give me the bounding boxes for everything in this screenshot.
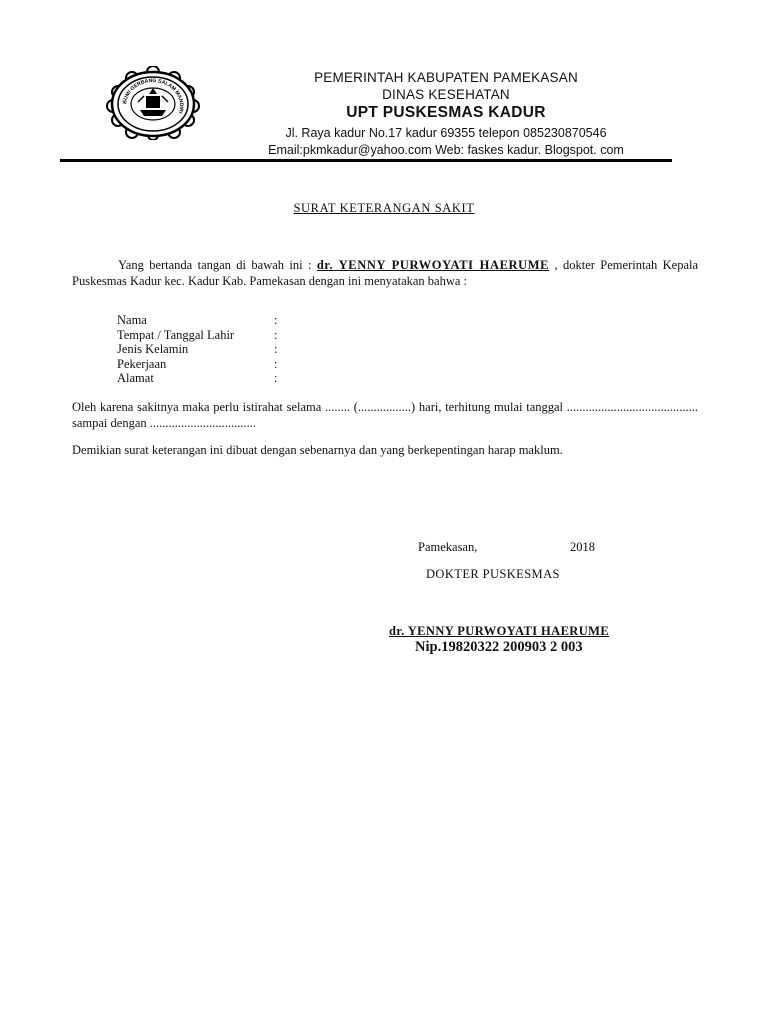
intro-paragraph [72, 257, 698, 289]
government-name: PEMERINTAH KABUPATEN PAMEKASAN [314, 70, 578, 85]
field-colon: : [274, 371, 278, 385]
institution-name: UPT PUSKESMAS KADUR [346, 104, 546, 121]
field-label: Alamat [117, 371, 154, 385]
contact-line: Email:pkmkadur@yahoo.com Web: faskes kadur. Blogspot. com [268, 143, 624, 157]
year-label: 2018 [570, 540, 595, 554]
document-title-text: SURAT KETERANGAN SAKIT [293, 201, 475, 215]
field-jenis-kelamin [117, 342, 284, 357]
signatory-nip: Nip.19820322 200903 2 003 [415, 639, 583, 655]
doctor-name-inline: dr. YENNY PURWOYATI HAERUME [316, 258, 550, 272]
field-alamat [117, 371, 284, 386]
field-label: Pekerjaan [117, 356, 167, 371]
patient-fields [117, 313, 284, 386]
svg-text:BUMI GERBANG SALAM MANDIRI: BUMI GERBANG SALAM MANDIRI [122, 77, 185, 115]
field-pekerjaan [117, 357, 284, 372]
closing-paragraph: Demikian surat keterangan ini dibuat dengan sebenarnya dan yang berkepentingan harap maklum. [72, 443, 563, 457]
letterhead-divider [60, 159, 672, 162]
field-colon: : [274, 342, 278, 356]
intro-text-start: Yang bertanda tangan di bawah ini : [118, 258, 312, 272]
place-date [418, 540, 595, 555]
letterhead [196, 70, 696, 158]
field-colon: : [274, 313, 278, 327]
signatory-name: dr. YENNY PURWOYATI HAERUME [389, 624, 610, 638]
field-colon: : [274, 356, 278, 371]
place-label: Pamekasan, [418, 540, 478, 554]
field-tempat-tanggal-lahir [117, 328, 284, 343]
field-label: Tempat / Tanggal Lahir [117, 327, 235, 342]
department-name: DINAS KESEHATAN [382, 87, 510, 102]
field-label: Nama [117, 313, 147, 327]
field-label: Jenis Kelamin [117, 342, 189, 356]
address-line: Jl. Raya kadur No.17 kadur 69355 telepon 085230870546 [285, 126, 607, 140]
document-title [0, 201, 768, 216]
field-colon: : [274, 327, 278, 342]
rest-period-paragraph: Oleh karena sakitnya maka perlu istirahat selama ........ (.................) hari, terhitung mulai tanggal .......................................... sampai dengan .................................. [72, 400, 698, 430]
intro-text-end: , dokter Pemerintah Kepala Puskesmas Kadur kec. Kadur Kab. Pamekasan dengan ini menyatakan bahwa : [72, 258, 699, 288]
field-nama [117, 313, 284, 328]
puskesmas-seal-logo [104, 66, 202, 140]
signatory-title: DOKTER PUSKESMAS [426, 567, 560, 581]
